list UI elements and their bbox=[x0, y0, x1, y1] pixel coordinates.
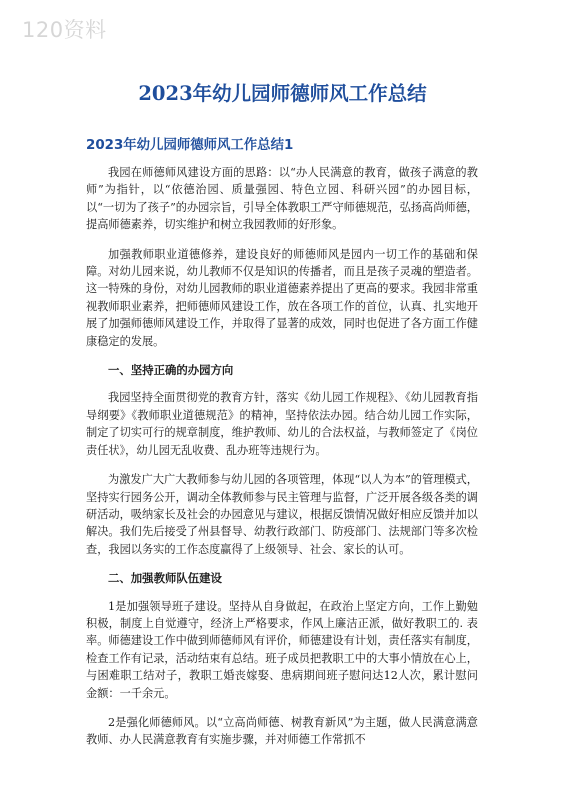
paragraph-4: 为激发广大广大教师参与幼儿园的各项管理，体现“以人为本”的管理模式，坚持实行园务公开，调动全体教师参与民主管理与监督，广泛开展各级各类的调研活动，吸纳家长及社会的办园意见与建议，根据反馈情况做好相应反馈并加以解决。我们先后接受了州县督导、幼教行政部门、防疫部门、法规部门等多次检查，我园以务实的工作态度赢得了上级领导、社会、家长的认可。 bbox=[86, 473, 478, 556]
paragraph-6: 2是强化师德师风。以“立高尚师德、树教育新风”为主题，做人民满意满意教师、办人民满意教育有实施步骤，并对师德工作常抓不 bbox=[86, 715, 478, 747]
paragraph-2: 加强教师职业道德修养，建设良好的师德师风是园内一切工作的基础和保障。对幼儿园来说，幼儿教师不仅是知识的传播者，而且是孩子灵魂的塑造者。这一特殊的身份，对幼儿园教师的职业道德素养提出了更高的要求。我园非常重视教师职业素养，把师德师风建设工作，放在各项工作的首位，认真、扎实地开展了加强师德师风建设工作，并取得了显著的成效，同时也促进了各方面工作健康稳定的发展。 bbox=[86, 247, 478, 348]
watermark: 120资料 bbox=[22, 18, 107, 42]
document-body bbox=[86, 164, 478, 761]
section-heading: 2023年幼儿园师德师风工作总结1 bbox=[86, 138, 294, 153]
document-title: 2023年幼儿园师德师风工作总结 bbox=[138, 82, 427, 105]
subheading-2: 二、加强教师队伍建设 bbox=[108, 571, 222, 586]
subheading-1: 一、坚持正确的办园方向 bbox=[108, 363, 234, 378]
paragraph-1: 我园在师德师风建设方面的思路：以“办人民满意的教育，做孩子满意的教师”为指针，以“依德治园、质量强园、特色立园、科研兴园”的办园目标，以“一切为了孩子”的办园宗旨，引导全体教职工严守师德规范，弘扬高尚师德，提高师德素养，切实维护和树立我园教师的好形象。 bbox=[86, 166, 478, 232]
paragraph-5: 1是加强领导班子建设。坚持从自身做起，在政治上坚定方向，工作上勤勉积极，制度上自觉遵守，经济上严格要求，作风上廉洁正派，做好教职工的. 表率。师德建设工作中做到师德师风有评价，师德建设有计划，责任落实有制度，检查工作有记录，活动结束有总结。班子成员把教职工中的大事小情放在心上，与困难职工结对子，教职工婚丧嫁娶、患病期间班子慰问达12人次，累计慰问金额：一千余元。 bbox=[86, 599, 478, 700]
paragraph-3: 我园坚持全面贯彻党的教育方针，落实《幼儿园工作规程》、《幼儿园教育指导纲要》《教师职业道德规范》的精神，坚持依法办园。结合幼儿园工作实际，制定了切实可行的规章制度，维护教师、幼儿的合法权益，与教师签定了《岗位责任状》，幼儿园无乱收费、乱办班等违规行为。 bbox=[86, 391, 478, 457]
